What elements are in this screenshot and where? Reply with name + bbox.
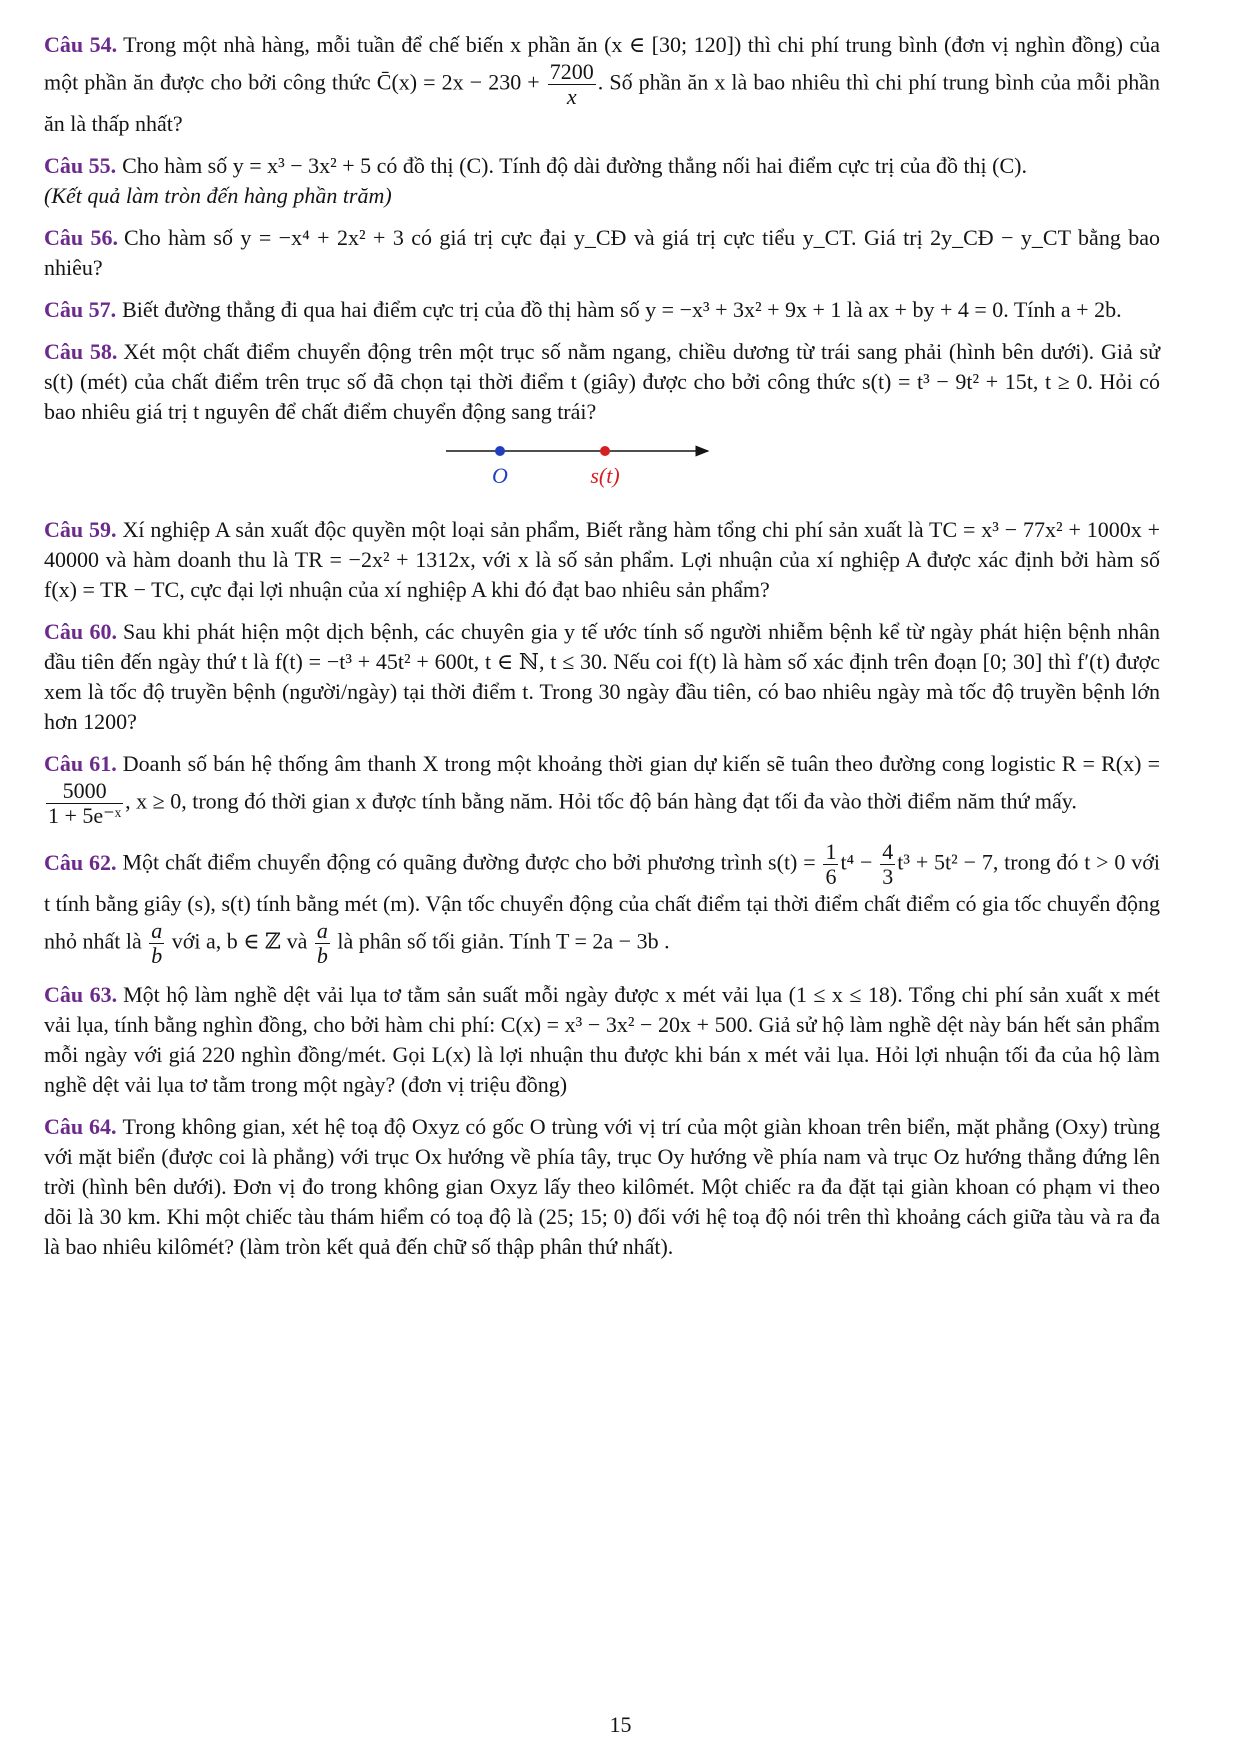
question-note: (Kết quả làm tròn đến hàng phần trăm) (44, 183, 392, 208)
fraction-denominator: x (548, 84, 596, 109)
question-text: Biết đường thẳng đi qua hai điểm cực trị của đồ thị hàm số y = −x³ + 3x² + 9x + 1 là ax + by + 4 = 0. Tính a + 2b. (122, 297, 1122, 322)
question-text: , x ≥ 0, trong đó thời gian x được tính bằng năm. Hỏi tốc độ bán hàng đạt tối đa vào thời điểm năm thứ mấy. (125, 788, 1077, 814)
question-text: t³ + 5t² − 7, trong đó t > 0 với t tính bằng giây (s), s(t) tính bằng mét (m). Vận tốc chuyển động của chất điểm tại thời điểm chất điểm có gia tốc chuyển động nhỏ nhất là (44, 849, 1160, 954)
page-number: 15 (609, 1712, 632, 1737)
question-61 (44, 749, 1160, 828)
fraction (823, 840, 838, 889)
question-label: Câu 62. (44, 849, 117, 875)
question-label: Câu 56. (44, 225, 119, 250)
question-text: Một hộ làm nghề dệt vải lụa tơ tằm sản suất mỗi ngày được x mét vải lụa (1 ≤ x ≤ 18). Tổng chi phí sản xuất x mét vải lụa, tính bằng nghìn đồng, cho bởi hàm chi phí: C(x) = x³ − 3x² − 20x + 500. Giả sử hộ làm nghề dệt này bán hết sản phẩm mỗi ngày với giá 220 nghìn đồng/mét. Gọi L(x) là lợi nhuận thu được khi bán x mét vải lụa. Hỏi lợi nhuận tối đa của hộ làm nghề dệt vải lụa tơ tằm trong một ngày? (đơn vị triệu đồng) (44, 982, 1161, 1097)
fraction-denominator: 1 + 5e⁻ˣ (48, 803, 122, 828)
question-text: Doanh số bán hệ thống âm thanh X trong một khoảng thời gian dự kiến sẽ tuân theo đường cong logistic R = R(x) = (122, 751, 1160, 776)
question-label: Câu 55. (44, 153, 117, 178)
question-59 (44, 515, 1160, 605)
document-page (44, 30, 1160, 1274)
question-text: Một chất điểm chuyển động có quãng đường được cho bởi phương trình s(t) = (122, 849, 822, 875)
question-64 (44, 1112, 1160, 1262)
origin-point (495, 446, 505, 456)
question-63 (44, 980, 1160, 1100)
question-label: Câu 59. (44, 517, 117, 542)
question-text: Xí nghiệp A sản xuất độc quyền một loại sản phẩm, Biết rằng hàm tổng chi phí sản xuất là TC = x³ − 77x² + 1000x + 40000 và hàm doanh thu là TR = −2x² + 1312x, với x là số sản phẩm. Lợi nhuận của xí nghiệp A được xác định bởi hàm số f(x) = TR − TC, cực đại lợi nhuận của xí nghiệp A khi đó đạt bao nhiêu sản phẩm? (44, 517, 1160, 602)
question-text: Sau khi phát hiện một dịch bệnh, các chuyên gia y tế ước tính số người nhiễm bệnh kể từ ngày phát hiện bệnh nhân đầu tiên đến ngày thứ t là f(t) = −t³ + 45t² + 600t, t ∈ ℕ, t ≤ 30. Nếu coi f(t) là hàm số xác định trên đoạn [0; 30] thì f′(t) được xem là tốc độ truyền bệnh (người/ngày) tại thời điểm t. Trong 30 ngày đầu tiên, có bao nhiêu ngày mà tốc độ truyền bệnh lớn hơn 1200? (44, 619, 1160, 734)
fraction (149, 919, 164, 968)
question-label: Câu 63. (44, 982, 118, 1007)
fraction-numerator: 4 (882, 839, 894, 864)
question-54 (44, 30, 1160, 139)
question-58 (44, 337, 1160, 427)
question-56 (44, 223, 1160, 283)
number-line-figure (44, 431, 1160, 505)
fraction (548, 60, 596, 109)
question-57 (44, 295, 1160, 325)
fraction-numerator: 5000 (62, 778, 107, 803)
question-text: t⁴ − (840, 849, 879, 875)
question-label: Câu 58. (44, 339, 118, 364)
fraction (880, 840, 895, 889)
fraction (315, 919, 330, 968)
question-text: . Số phần ăn x là bao nhiêu thì chi phí trung bình của mỗi phần ăn là thấp nhất? (44, 69, 1160, 136)
question-label: Câu 54. (44, 32, 118, 57)
question-text: Trong một nhà hàng, mỗi tuần để chế biến x phần ăn (x ∈ [30; 120]) thì chi phí trung bình (đơn vị nghìn đồng) của một phần ăn được cho bởi công thức C̄(x) = 2x − 230 + (44, 32, 1160, 95)
question-62 (44, 840, 1160, 968)
fraction-numerator: a (316, 918, 328, 943)
question-text: Trong không gian, xét hệ toạ độ Oxyz có gốc O trùng với vị trí của một giàn khoan trên biển, mặt phẳng (Oxy) trùng với mặt biển (được coi là phẳng) với trục Ox hướng về phía tây, trục Oy hướng về phía nam và trục Oz hướng thẳng đứng lên trời (hình bên dưới). Đơn vị đo trong không gian Oxyz lấy theo kilômét. Một chiếc ra đa đặt tại giàn khoan có phạm vi theo dõi là 30 km. Khi một chiếc tàu thám hiểm có toạ độ là (25; 15; 0) đối với hệ toạ độ nói trên thì khoảng cách giữa tàu và ra đa là bao nhiêu kilômét? (làm tròn kết quả đến chữ số thập phân thứ nhất). (44, 1114, 1161, 1259)
question-label: Câu 60. (44, 619, 118, 644)
fraction-denominator: 6 (825, 864, 837, 889)
fraction (46, 779, 123, 828)
fraction-denominator: 3 (882, 864, 894, 889)
question-text: với a, b ∈ ℤ và (166, 928, 313, 954)
fraction-denominator: b (151, 943, 163, 968)
question-text: Xét một chất điểm chuyển động trên một trục số nằm ngang, chiều dương từ trái sang phải (hình bên dưới). Giả sử s(t) (mét) của chất điểm trên trục số đã chọn tại thời điểm t (giây) được cho bởi công thức s(t) = t³ − 9t² + 15t, t ≥ 0. Hỏi có bao nhiêu giá trị t nguyên để chất điểm chuyển động sang trái? (44, 339, 1161, 424)
question-label: Câu 64. (44, 1114, 117, 1139)
origin-label: O (492, 463, 508, 488)
moving-point (600, 446, 610, 456)
question-label: Câu 61. (44, 751, 117, 776)
fraction-numerator: 7200 (549, 59, 594, 84)
question-55 (44, 151, 1160, 211)
question-text: Cho hàm số y = −x⁴ + 2x² + 3 có giá trị cực đại y_CĐ và giá trị cực tiểu y_CT. Giá trị 2y_CĐ − y_CT bằng bao nhiêu? (44, 225, 1161, 280)
number-line-svg (44, 431, 1160, 505)
question-label: Câu 57. (44, 297, 117, 322)
question-text: là phân số tối giản. Tính T = 2a − 3b . (331, 928, 670, 954)
position-label: s(t) (590, 463, 620, 488)
fraction-numerator: a (151, 918, 163, 943)
fraction-denominator: b (316, 943, 328, 968)
fraction-numerator: 1 (825, 839, 837, 864)
question-text: Cho hàm số y = x³ − 3x² + 5 có đồ thị (C). Tính độ dài đường thẳng nối hai điểm cực trị của đồ thị (C). (122, 153, 1027, 178)
question-60 (44, 617, 1160, 737)
